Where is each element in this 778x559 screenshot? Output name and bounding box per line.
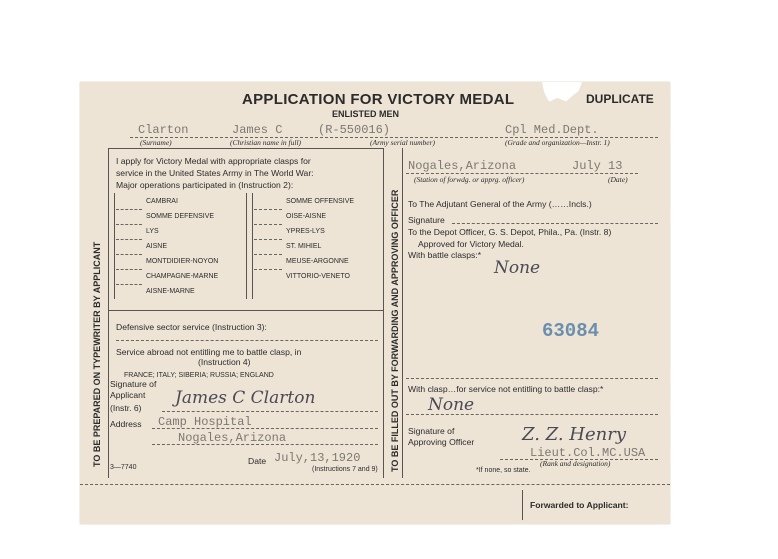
- christian-name-value: James C: [232, 123, 283, 137]
- ops-checkline: [116, 254, 142, 255]
- ops-checkline: [116, 224, 142, 225]
- op-item: SOMME DEFENSIVE: [146, 213, 215, 220]
- service-clasp-line: [406, 414, 658, 415]
- tear-line: [80, 484, 670, 485]
- service-clasp-label: With clasp…for service not entitling to battle clasp:*: [408, 384, 604, 394]
- surname-caption: (Surname): [140, 138, 172, 147]
- op-item: SOMME OFFENSIVE: [286, 198, 355, 205]
- ops-checkline: [116, 269, 142, 270]
- ops-checkline: [116, 284, 142, 285]
- adjutant-line: To The Adjutant General of the Army (……Incls.): [408, 199, 592, 209]
- ops-grid-mid: [246, 193, 247, 299]
- battle-clasps-label: With battle clasps:*: [408, 250, 482, 260]
- defensive-line: [116, 340, 378, 341]
- grade-value: Cpl Med.Dept.: [505, 123, 599, 137]
- countries-list: FRANCE; ITALY; SIBERIA; RUSSIA; ENGLAND: [124, 372, 274, 379]
- ops-checkline: [254, 254, 282, 255]
- op-item: AISNE-MARNE: [146, 288, 195, 295]
- surname-value: Clarton: [138, 123, 189, 137]
- station-value: Nogales,Arizona: [408, 159, 517, 173]
- sig-label-2: Applicant: [110, 390, 146, 400]
- left-border: [108, 148, 109, 478]
- defensive-sector-label: Defensive sector service (Instruction 3):: [116, 322, 267, 332]
- address-label: Address: [110, 419, 142, 429]
- op-item: MEUSE-ARGONNE: [286, 258, 349, 265]
- footnote: *If none, so state.: [476, 467, 531, 474]
- left-vertical-label: TO BE PREPARED ON TYPEWRITER BY APPLICANT: [92, 241, 102, 467]
- station-date-value: July 13: [572, 159, 623, 173]
- intro-line-1: I apply for Victory Medal with appropriate clasps for: [116, 156, 311, 166]
- medal-application-card: [80, 82, 670, 524]
- address-line: [152, 444, 378, 445]
- service-clasp-value: None: [428, 395, 475, 415]
- right-divider: [402, 148, 403, 478]
- abroad-line-2: (Instruction 4): [198, 357, 251, 367]
- officer-label-1: Signature of: [408, 426, 455, 436]
- op-item: MONTDIDIER-NOYON: [146, 258, 219, 265]
- officer-rank-value: Lieut.Col.MC.USA: [530, 446, 646, 460]
- approved-line: Approved for Victory Medal.: [418, 239, 524, 249]
- form-number: 3—7740: [110, 464, 137, 471]
- stub-divider: [522, 490, 523, 520]
- station-caption: (Station of forwdg. or apprg. officer): [414, 175, 525, 184]
- date-value: July,13,1920: [274, 451, 361, 465]
- op-item: LYS: [146, 228, 159, 235]
- right-vertical-label: TO BE FILLED OUT BY FORWARDING AND APPROVING OFFICER: [390, 189, 400, 472]
- serial-value: (R-550016): [318, 123, 391, 137]
- signature-line: [162, 411, 378, 412]
- center-divider: [383, 148, 384, 478]
- address-line-2: Nogales,Arizona: [178, 431, 287, 445]
- station-line: [406, 173, 638, 174]
- serial-caption: (Army serial number): [370, 138, 435, 147]
- op-item: CHAMPAGNE-MARNE: [146, 273, 219, 280]
- battle-clasps-value: None: [494, 258, 541, 278]
- officer-label-2: Approving Officer: [408, 437, 475, 447]
- ops-grid-left: [114, 193, 115, 299]
- op-item: OISE-AISNE: [286, 213, 327, 220]
- ops-checkline: [116, 239, 142, 240]
- op-item: AISNE: [146, 243, 168, 250]
- op-item: VITTORIO-VENETO: [286, 273, 350, 280]
- grade-caption: (Grade and organization—Instr. 1): [505, 138, 610, 147]
- abroad-line-1: Service abroad not entitling me to battle clasp, in: [116, 347, 302, 357]
- sig-label-3: (Instr. 6): [110, 403, 142, 413]
- date-instruction: (Instructions 7 and 9): [312, 466, 378, 473]
- ops-checkline: [254, 239, 282, 240]
- christian-caption: (Christian name in full): [230, 138, 302, 147]
- depot-line: To the Depot Officer, G. S. Depot, Phila., Pa. (Instr. 8): [408, 227, 612, 237]
- form-subtitle: ENLISTED MEN: [332, 109, 400, 119]
- sig-label-1: Signature of: [110, 379, 157, 389]
- ops-checkline: [254, 269, 282, 270]
- torn-corner: [542, 82, 582, 104]
- registration-stamp: 63084: [542, 320, 600, 342]
- op-item: YPRES-LYS: [286, 228, 325, 235]
- address-line: [152, 428, 378, 429]
- form-title: APPLICATION FOR VICTORY MEDAL: [242, 91, 515, 108]
- intro-line-2: service in the United States Army in The World War:: [116, 168, 314, 178]
- ops-checkline: [116, 209, 142, 210]
- officer-signature: Z. Z. Henry: [522, 424, 626, 445]
- duplicate-label: DUPLICATE: [586, 92, 654, 106]
- ops-grid-mid2: [252, 193, 253, 299]
- forwarded-label: Forwarded to Applicant:: [530, 500, 629, 510]
- applicant-signature: James C Clarton: [175, 388, 316, 408]
- intro-line-3: Major operations participated in (Instruction 2):: [116, 180, 294, 190]
- address-line-1: Camp Hospital: [158, 415, 252, 429]
- ops-checkline: [254, 209, 282, 210]
- forward-signature-label: Signature: [408, 215, 445, 225]
- left-top-line: [108, 148, 383, 149]
- op-item: ST. MIHIEL: [286, 243, 322, 250]
- forward-signature-line: [452, 223, 658, 224]
- ops-bottom-line: [108, 310, 383, 311]
- op-item: CAMBRAI: [146, 198, 178, 205]
- clasp-separator: [406, 378, 658, 379]
- rank-caption: (Rank and designation): [540, 459, 611, 468]
- date-label: Date: [248, 456, 267, 466]
- station-date-caption: (Date): [608, 175, 628, 184]
- ops-checkline: [254, 224, 282, 225]
